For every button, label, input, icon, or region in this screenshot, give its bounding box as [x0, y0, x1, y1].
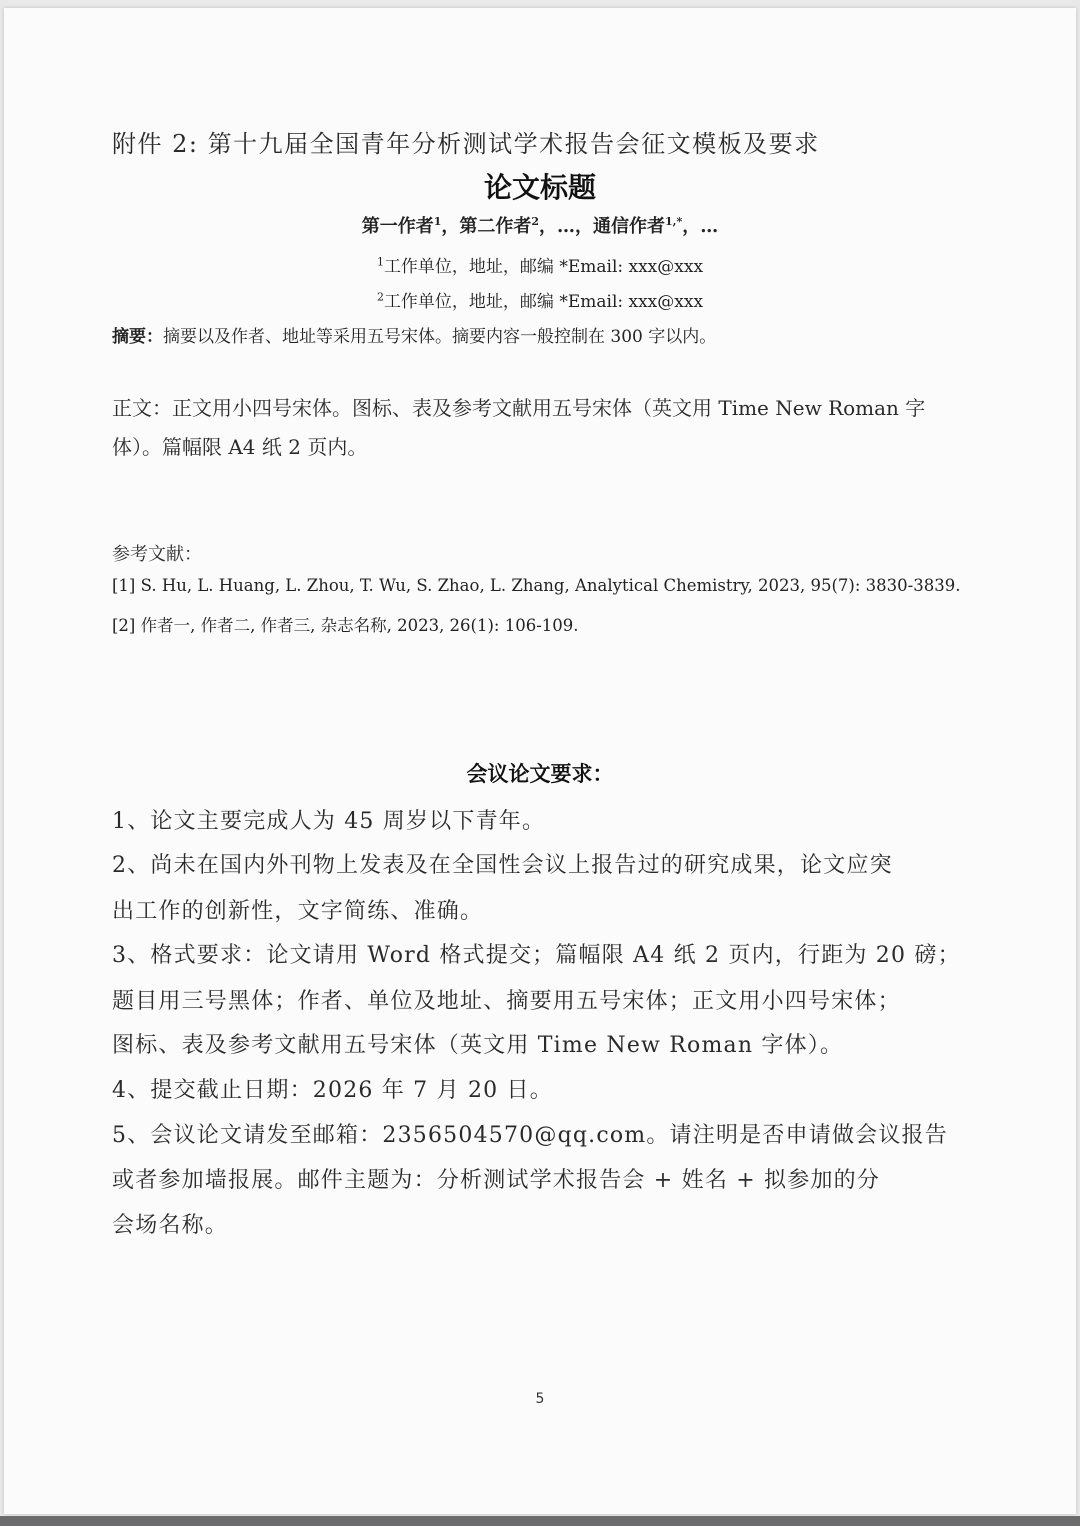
abstract-text: 摘要以及作者、地址等采用五号宋体。摘要内容一般控制在 300 字以内。 — [163, 327, 717, 347]
body-line-1: 正文：正文用小四号宋体。图标、表及参考文献用五号宋体（英文用 Time New Roman 字 — [112, 396, 926, 420]
affiliation-1 — [0, 252, 1080, 277]
second-author: 第二作者 — [459, 216, 532, 237]
requirement-line-5: 题目用三号黑体；作者、单位及地址、摘要用五号宋体；正文用小四号宋体； — [112, 989, 901, 1014]
attachment-heading: 附件 2: 第十九届全国青年分析测试学术报告会征文模板及要求 — [112, 130, 820, 158]
paper-title: 论文标题 — [483, 171, 596, 204]
affiliation-1-sup: 1 — [376, 255, 384, 269]
requirement-line-1: 1、论文主要完成人为 45 周岁以下青年。 — [112, 809, 546, 834]
affiliation-1-text: 工作单位，地址，邮编 *Email: xxx@xxx — [383, 257, 704, 277]
corresponding-author: 通信作者 — [593, 216, 666, 237]
affiliation-2 — [0, 287, 1080, 312]
requirements-title: 会议论文要求： — [466, 762, 614, 786]
requirement-line-8: 5、会议论文请发至邮箱：2356504570@qq.com。请注明是否申请做会议报告 — [112, 1123, 948, 1148]
abstract-label: 摘要： — [112, 327, 163, 347]
abstract — [112, 322, 716, 347]
author-line: 第一作者$^1$，第二作者$^2$，…，通信作者$^{1,*}$，… — [361, 215, 719, 237]
affiliation-2-text: 工作单位，地址，邮编 *Email: xxx@xxx — [383, 292, 704, 312]
second-author-sup: 2 — [531, 215, 540, 228]
references-heading: 参考文献： — [112, 544, 202, 565]
requirement-line-10: 会场名称。 — [112, 1213, 229, 1238]
reference-item-2: [2] 作者一, 作者二, 作者三, 杂志名称, 2023, 26(1): 106-109. — [112, 616, 579, 635]
first-author-sup: 1 — [433, 215, 442, 228]
requirement-line-3: 出工作的创新性，文字简练、准确。 — [112, 899, 484, 924]
requirement-line-6: 图标、表及参考文献用五号宋体（英文用 Time New Roman 字体）。 — [112, 1033, 844, 1058]
requirement-line-4: 3、格式要求：论文请用 Word 格式提交；篇幅限 A4 纸 2 页内，行距为 20 磅； — [112, 943, 961, 968]
body-line-2: 体）。篇幅限 A4 纸 2 页内。 — [112, 435, 368, 459]
requirement-line-7: 4、提交截止日期：2026 年 7 月 20 日。 — [112, 1078, 553, 1103]
corresponding-author-sup: 1,* — [665, 215, 683, 228]
requirement-line-2: 2、尚未在国内外刊物上发表及在全国性会议上报告过的研究成果，论文应突 — [112, 853, 893, 878]
page-number: 5 — [535, 1391, 545, 1407]
author-ellipsis: … — [557, 216, 576, 237]
scan-bottom-edge — [0, 1516, 1080, 1526]
reference-item-1: [1] S. Hu, L. Huang, L. Zhou, T. Wu, S. Zhao, L. Zhang, Analytical Chemistry, 2023, 95(7): 3830-3839. — [112, 576, 961, 595]
requirement-line-9: 或者参加墙报展。邮件主题为：分析测试学术报告会 + 姓名 + 拟参加的分 — [112, 1168, 881, 1193]
author-trailing: … — [700, 216, 719, 237]
affiliation-2-sup: 2 — [376, 290, 384, 304]
first-author: 第一作者 — [361, 216, 434, 237]
